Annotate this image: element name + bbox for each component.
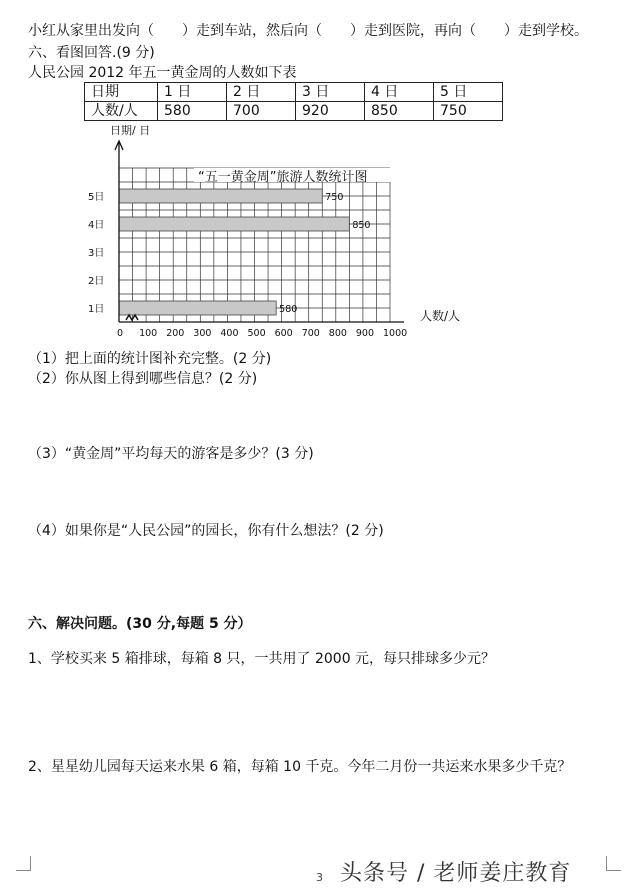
y-tick-label: 4日 — [88, 220, 105, 231]
x-tick-label: 100 — [139, 328, 158, 339]
visitor-table — [84, 82, 503, 121]
bar — [119, 301, 276, 315]
problem-1: 1、学校买来 5 箱排球，每箱 8 只，一共用了 2000 元，每只排球多少元？ — [28, 651, 496, 667]
table-cell: 750 — [434, 102, 503, 121]
bar-value-label: 580 — [279, 304, 298, 315]
y-tick-label: 1日 — [88, 304, 105, 315]
y-tick-label: 5日 — [88, 192, 105, 203]
question-4: （4）如果你是“人民公园”的园长，你有什么想法？(2 分) — [28, 523, 384, 539]
section-heading: 六、解决问题。(30 分,每题 5 分） — [28, 616, 252, 632]
question-1: （1）把上面的统计图补充完整。(2 分) — [28, 351, 272, 367]
bar-value-label: 750 — [325, 192, 344, 203]
crop-mark — [16, 856, 31, 871]
x-tick-label: 200 — [166, 328, 185, 339]
watermark: 头条号 / 老师姜庄教育 — [340, 861, 572, 886]
axis-break-mark — [126, 315, 138, 320]
table-cell: 920 — [296, 102, 365, 121]
table-title: 人民公园 2012 年五一黄金周的人数如下表 — [28, 65, 297, 81]
table-cell: 日期 — [85, 83, 158, 102]
chart-y-axis-label: 日期/ 日 — [110, 124, 151, 137]
chart-x-axis-label: 人数/人 — [420, 309, 461, 323]
x-tick-label: 600 — [274, 328, 293, 339]
problem-2: 2、星星幼儿园每天运来水果 6 箱，每箱 10 千克。今年二月份一共运来水果多少千克？ — [28, 759, 572, 775]
x-tick-label: 700 — [301, 328, 320, 339]
page-number: 3 — [316, 871, 323, 884]
question-2: （2）你从图上得到哪些信息？(2 分) — [28, 371, 258, 387]
bar — [119, 217, 349, 231]
table-row-dates — [85, 83, 503, 102]
x-tick-label: 0 — [117, 328, 124, 339]
table-row-counts — [85, 102, 503, 121]
table-cell: 4 日 — [365, 83, 434, 102]
table-cell: 2 日 — [227, 83, 296, 102]
x-tick-label: 900 — [355, 328, 375, 339]
x-tick-label: 400 — [220, 328, 239, 339]
crop-mark — [606, 856, 621, 871]
x-tick-label: 1000 — [383, 328, 408, 339]
x-tick-label: 800 — [328, 328, 347, 339]
table-cell: 5 日 — [434, 83, 503, 102]
y-tick-label: 3日 — [88, 248, 105, 259]
route-question: 小红从家里出发向（ ）走到车站，然后向（ ）走到医院，再向（ ）走到学校。 — [28, 23, 588, 39]
x-tick-label: 300 — [193, 328, 212, 339]
table-cell: 700 — [227, 102, 296, 121]
table-cell: 1 日 — [158, 83, 227, 102]
bar-chart — [0, 120, 640, 345]
table-cell: 580 — [158, 102, 227, 121]
table-cell: 850 — [365, 102, 434, 121]
bar — [119, 189, 322, 203]
table-cell: 3 日 — [296, 83, 365, 102]
section6-heading: 六、看图回答.(9 分) — [28, 45, 155, 61]
table-cell: 人数/人 — [85, 102, 158, 121]
bar-value-label: 850 — [352, 220, 371, 231]
chart-title: “五一黄金周”旅游人数统计图 — [198, 170, 368, 185]
y-tick-label: 2日 — [88, 276, 105, 287]
x-tick-label: 500 — [247, 328, 266, 339]
question-3: （3）“黄金周”平均每天的游客是多少？(3 分) — [28, 446, 314, 462]
